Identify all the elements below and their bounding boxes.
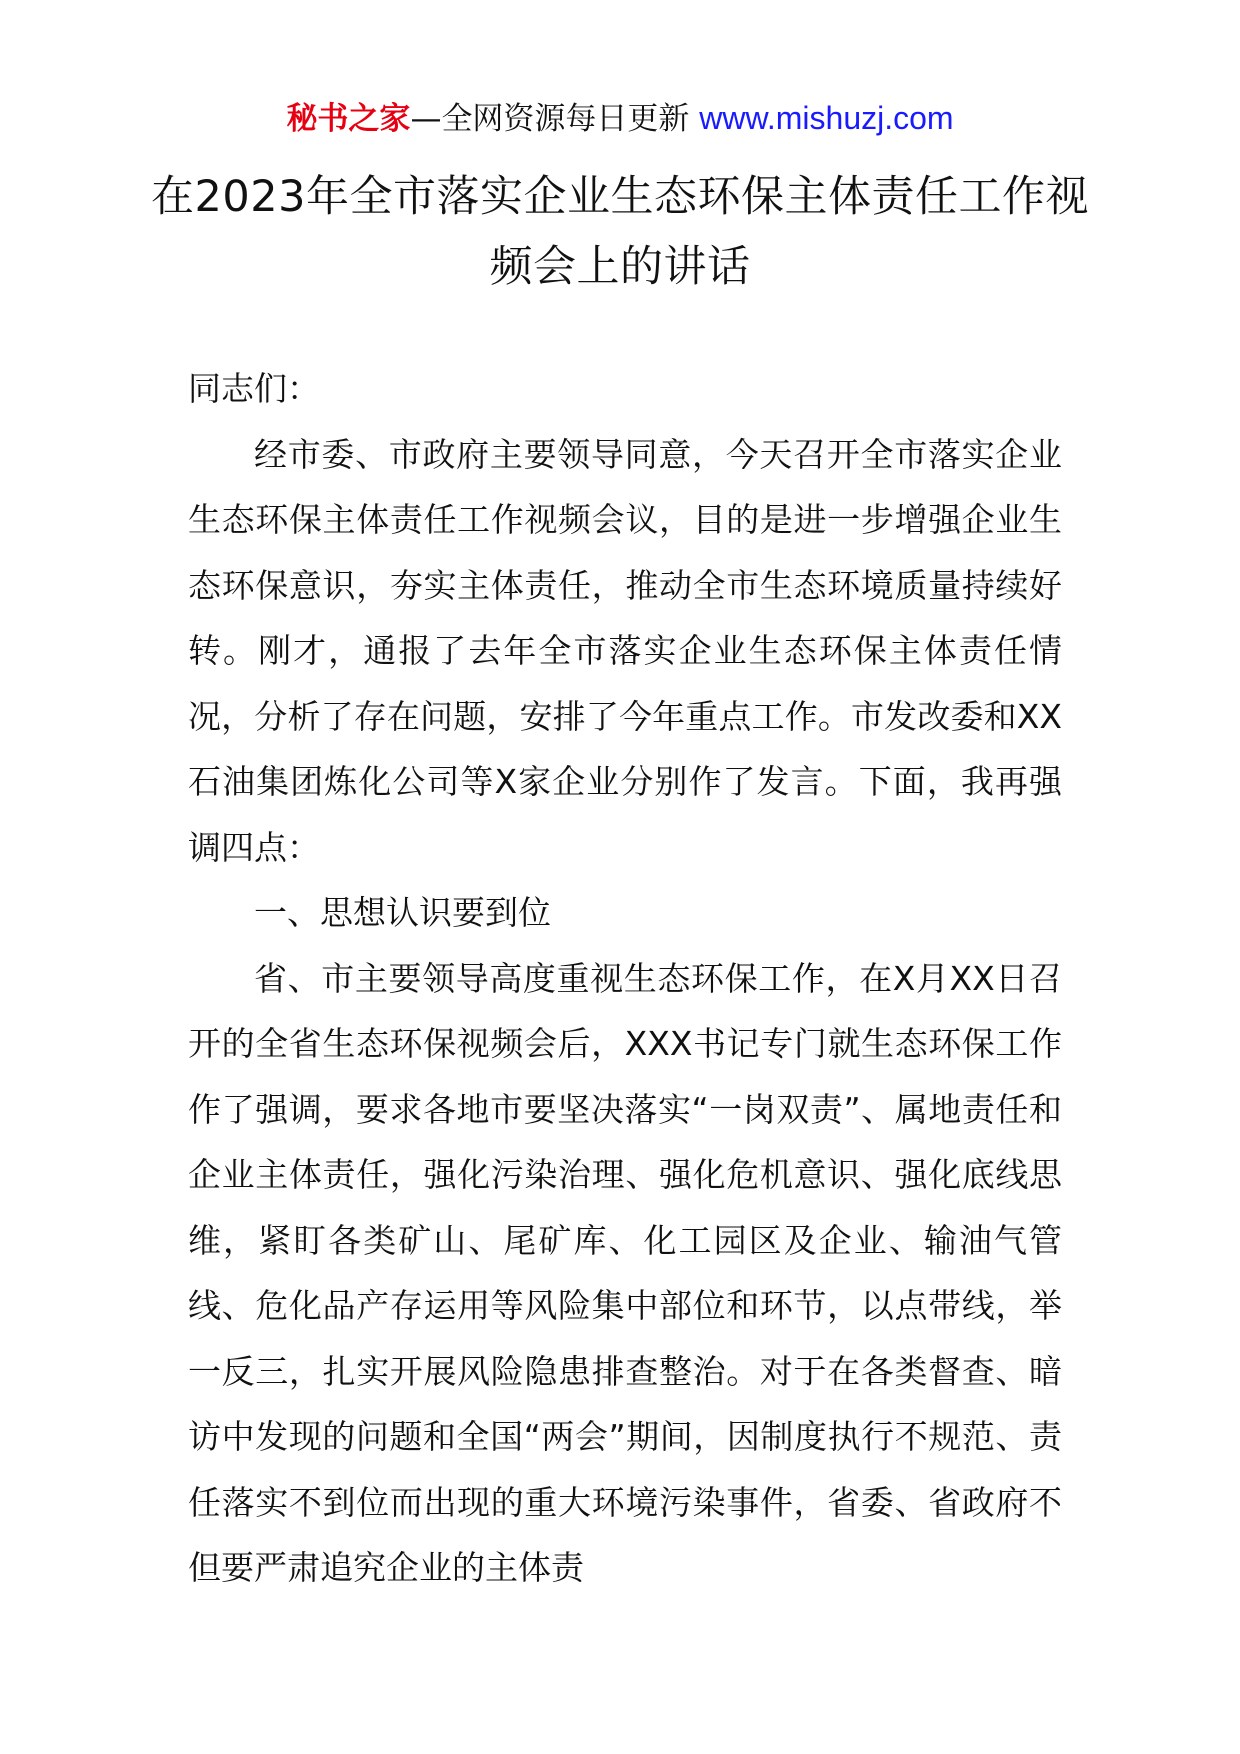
salutation: 同志们： <box>188 369 320 408</box>
site-slogan: —全网资源每日更新 <box>410 101 690 137</box>
section-heading-1: 一、思想认识要到位 <box>254 893 551 932</box>
body-paragraph-section-1: 省、市主要领导高度重视生态环保工作，在X月XX日召开的全省生态环保视频会后，XXX书记专门就生态环保工作作了强调，要求各地市要坚决落实“一岗双责”、属地责任和企业主体责任，强化污染治理、强化危机意识、强化底线思维，紧盯各类矿山、尾矿库、化工园区及企业、输油气管线、危化品产存运用等风险集中部位和环节，以点带线，举一反三，扎实开展风险隐患排查整治。对于在各类督查、暗访中发现的问题和全国“两会”期间，因制度执行不规范、责任落实不到位而出现的重大环境污染事件，省委、省政府不但要严肃追究企业的主体责 <box>188 958 1062 1587</box>
site-brand: 秘书之家 <box>286 101 411 137</box>
body-paragraph-intro: 经市委、市政府主要领导同意，今天召开全市落实企业生态环保主体责任工作视频会议，目的是进一步增强企业生态环保意识，夯实主体责任，推动全市生态环境质量持续好转。刚才，通报了去年全市落实企业生态环保主体责任情况，分析了存在问题，安排了今年重点工作。市发改委和XX石油集团炼化公司等X家企业分别作了发言。下面，我再强调四点： <box>188 434 1062 867</box>
document-title: 在2023年全市落实企业生态环保主体责任工作视频会上的讲话 <box>151 172 1089 292</box>
document-body <box>188 356 1062 1601</box>
site-header <box>0 98 1240 139</box>
site-url-link[interactable]: www.mishuzj.com <box>699 100 954 136</box>
